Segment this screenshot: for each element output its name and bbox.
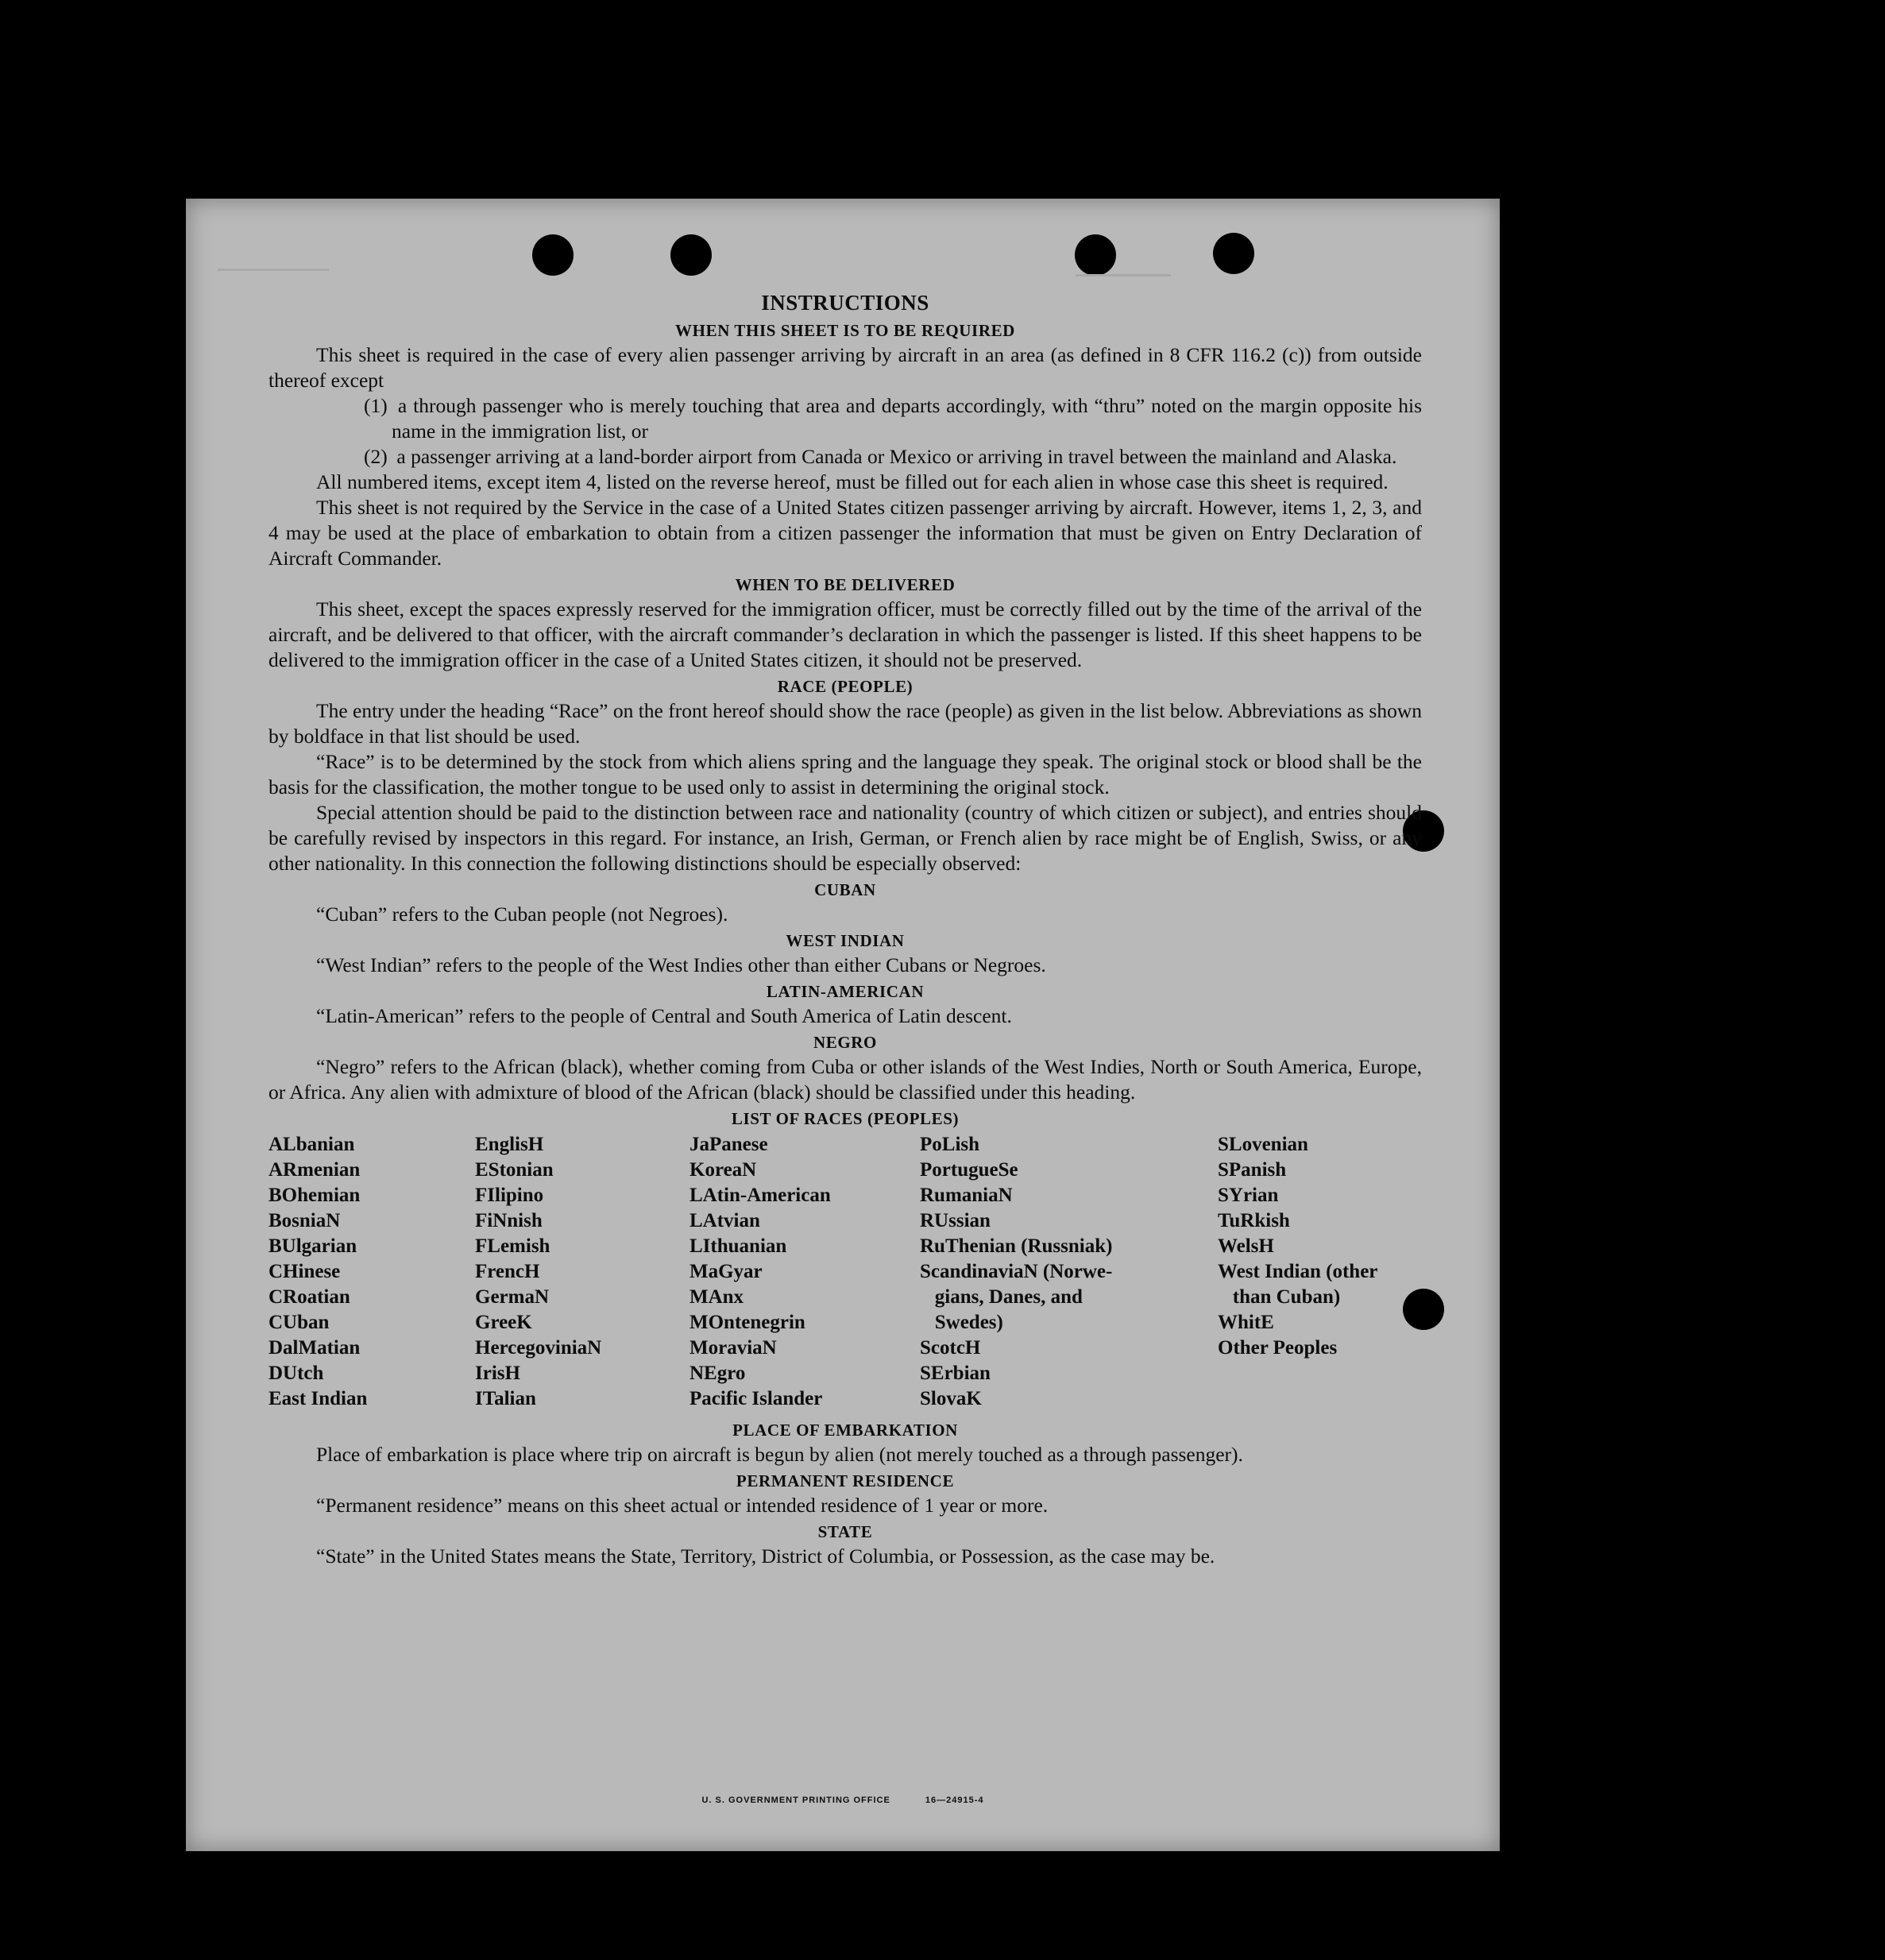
- bleed-through-line: [1076, 274, 1171, 276]
- race-entry: Other Peoples: [1218, 1337, 1338, 1359]
- race-entry: East Indian: [268, 1388, 368, 1409]
- races-list: [268, 1132, 1422, 1412]
- race-entry: SLovenian: [1218, 1134, 1308, 1155]
- race-entry: RUssian: [920, 1210, 991, 1231]
- instructions-content: [268, 282, 1422, 1569]
- race-entry: WhitE: [1218, 1312, 1274, 1333]
- item-number: (1): [364, 394, 388, 417]
- section-heading: WHEN TO BE DELIVERED: [735, 575, 956, 594]
- race-entry: EStonian: [475, 1159, 554, 1181]
- paragraph: This sheet is required in the case of every alien passenger arriving by aircraft in an area (as defined in 8 CFR 116.2 (c)) from outside thereof except: [268, 343, 1422, 392]
- race-entry: RuThenian (Russniak): [920, 1235, 1113, 1257]
- race-entry: SErbian: [920, 1363, 991, 1384]
- item-number: (2): [364, 445, 388, 468]
- race-entry: MAnx: [689, 1286, 744, 1308]
- race-entry: WelsH: [1218, 1235, 1274, 1257]
- race-entry: SPanish: [1218, 1159, 1287, 1181]
- race-entry: CHinese: [268, 1261, 341, 1282]
- races-column: [920, 1132, 1218, 1412]
- section-heading: CUBAN: [814, 880, 876, 899]
- race-entry: West Indian (other: [1218, 1261, 1378, 1282]
- race-entry: Pacific Islander: [689, 1388, 823, 1409]
- race-entry: LIthuanian: [689, 1235, 787, 1257]
- race-entry: MaGyar: [689, 1261, 763, 1282]
- paragraph: “Negro” refers to the African (black), whether coming from Cuba or other islands of the West Indies, North or South America, Europe, or Africa. Any alien with admixture of blood of the African (black) should be classified under this heading.: [268, 1055, 1422, 1104]
- list-item: [364, 393, 1422, 444]
- race-entry: CUban: [268, 1312, 330, 1333]
- race-entry: PortugueSe: [920, 1159, 1018, 1181]
- race-entry: TuRkish: [1218, 1210, 1290, 1231]
- section-heading: LIST OF RACES (PEOPLES): [731, 1109, 960, 1128]
- section-heading: WEST INDIAN: [786, 931, 905, 950]
- paragraph: “State” in the United States means the State, Territory, District of Columbia, or Possession, as the case may be.: [316, 1544, 1215, 1568]
- race-entry: FiNnish: [475, 1210, 543, 1231]
- paragraph: This sheet, except the spaces expressly reserved for the immigration officer, must be correctly filled out by the time of the arrival of the aircraft, and be delivered to that officer, with the aircraft commander’s declaration in which the passenger is listed. If this sheet happens to be delivered to the immigration officer in the case of a United States citizen, it should not be preserved.: [268, 597, 1422, 671]
- form-code: 16—24915-4: [925, 1796, 984, 1805]
- race-entry: MoraviaN: [689, 1337, 777, 1359]
- race-entry: SlovaK: [920, 1388, 982, 1409]
- section-heading: LATIN-AMERICAN: [766, 982, 925, 1001]
- race-entry: than Cuban): [1218, 1286, 1341, 1308]
- punch-hole: [1075, 234, 1116, 276]
- item-text: a through passenger who is merely touching that area and departs accordingly, with “thru” noted on the margin opposite his name in the immigration list, or: [392, 394, 1422, 443]
- section-heading: NEGRO: [813, 1033, 877, 1052]
- paragraph: “Cuban” refers to the Cuban people (not Negroes).: [316, 903, 728, 926]
- race-entry: BosniaN: [268, 1210, 341, 1231]
- section-heading: STATE: [817, 1522, 873, 1541]
- race-entry: CRoatian: [268, 1286, 350, 1308]
- page-title: INSTRUCTIONS: [761, 291, 929, 315]
- section-heading: PLACE OF EMBARKATION: [732, 1421, 958, 1440]
- race-entry: RumaniaN: [920, 1185, 1013, 1206]
- race-entry: FIlipino: [475, 1185, 544, 1206]
- printer-footer: [186, 1796, 1500, 1805]
- paragraph: “Latin-American” refers to the people of Central and South America of Latin descent.: [316, 1004, 1012, 1027]
- race-entry: FrencH: [475, 1261, 540, 1282]
- paragraph: “West Indian” refers to the people of the West Indies other than either Cubans or Negroes.: [316, 953, 1046, 976]
- list-item: [364, 444, 1422, 470]
- race-entry: LAtin-American: [689, 1185, 831, 1206]
- section-heading: PERMANENT RESIDENCE: [736, 1471, 955, 1490]
- race-entry: KoreaN: [689, 1159, 757, 1181]
- paragraph: “Permanent residence” means on this sheet actual or intended residence of 1 year or more.: [316, 1494, 1049, 1517]
- race-entry: IrisH: [475, 1363, 520, 1384]
- race-entry: GreeK: [475, 1312, 532, 1333]
- race-entry: LAtvian: [689, 1210, 760, 1231]
- race-entry: gians, Danes, and: [920, 1286, 1083, 1308]
- race-entry: ITalian: [475, 1388, 536, 1409]
- punch-hole: [670, 234, 712, 276]
- race-entry: GermaN: [475, 1286, 550, 1308]
- race-entry: ALbanian: [268, 1134, 355, 1155]
- paragraph: All numbered items, except item 4, listed on the reverse hereof, must be filled out for each alien in whose case this sheet is required.: [316, 470, 1389, 493]
- race-entry: FLemish: [475, 1235, 550, 1257]
- paragraph: “Race” is to be determined by the stock from which aliens spring and the language they speak. The original stock or blood shall be the basis for the classification, the mother tongue to be used only to assist in determining the original stock.: [268, 750, 1422, 798]
- race-entry: ScotcH: [920, 1337, 981, 1359]
- punch-hole: [532, 234, 574, 276]
- paragraph: This sheet is not required by the Service in the case of a United States citizen passenger arriving by aircraft. However, items 1, 2, 3, and 4 may be used at the place of embarkation to obtain from a citizen passenger the information that must be given on Entry Declaration of Aircraft Commander.: [268, 496, 1422, 570]
- section-heading: RACE (PEOPLE): [777, 677, 914, 696]
- punch-hole: [1213, 233, 1254, 274]
- document-sheet: [186, 199, 1500, 1851]
- race-entry: SYrian: [1218, 1185, 1279, 1206]
- race-entry: BUlgarian: [268, 1235, 357, 1257]
- race-entry: DalMatian: [268, 1337, 361, 1359]
- race-entry: Swedes): [920, 1312, 1003, 1333]
- races-column: [1218, 1132, 1422, 1412]
- race-entry: BOhemian: [268, 1185, 361, 1206]
- race-entry: EnglisH: [475, 1134, 544, 1155]
- race-entry: ScandinaviaN (Norwe-: [920, 1261, 1113, 1282]
- printer-name: U. S. GOVERNMENT PRINTING OFFICE: [701, 1796, 890, 1805]
- paragraph: Special attention should be paid to the distinction between race and nationality (country of which citizen or subject), and entries should be carefully revised by inspectors in this regard. For instance, an Irish, German, or French alien by race might be of English, Swiss, or any other nationality. In this connection the following distinctions should be especially observed:: [268, 801, 1422, 875]
- race-entry: HercegoviniaN: [475, 1337, 602, 1359]
- item-text: a passenger arriving at a land-border airport from Canada or Mexico or arriving in travel between the mainland and Alaska.: [396, 445, 1397, 468]
- race-entry: DUtch: [268, 1363, 324, 1384]
- race-entry: JaPanese: [689, 1134, 768, 1155]
- races-column: [475, 1132, 689, 1412]
- section-heading: WHEN THIS SHEET IS TO BE REQUIRED: [675, 321, 1015, 340]
- races-column: [268, 1132, 475, 1412]
- paragraph: The entry under the heading “Race” on the front hereof should show the race (people) as given in the list below. Abbreviations as shown by boldface in that list should be used.: [268, 699, 1422, 748]
- paragraph: Place of embarkation is place where trip on aircraft is begun by alien (not merely touched as a through passenger).: [316, 1443, 1243, 1466]
- races-column: [689, 1132, 920, 1412]
- race-entry: ARmenian: [268, 1159, 361, 1181]
- race-entry: MOntenegrin: [689, 1312, 805, 1333]
- race-entry: NEgro: [689, 1363, 746, 1384]
- bleed-through-line: [218, 269, 329, 271]
- race-entry: PoLish: [920, 1134, 980, 1155]
